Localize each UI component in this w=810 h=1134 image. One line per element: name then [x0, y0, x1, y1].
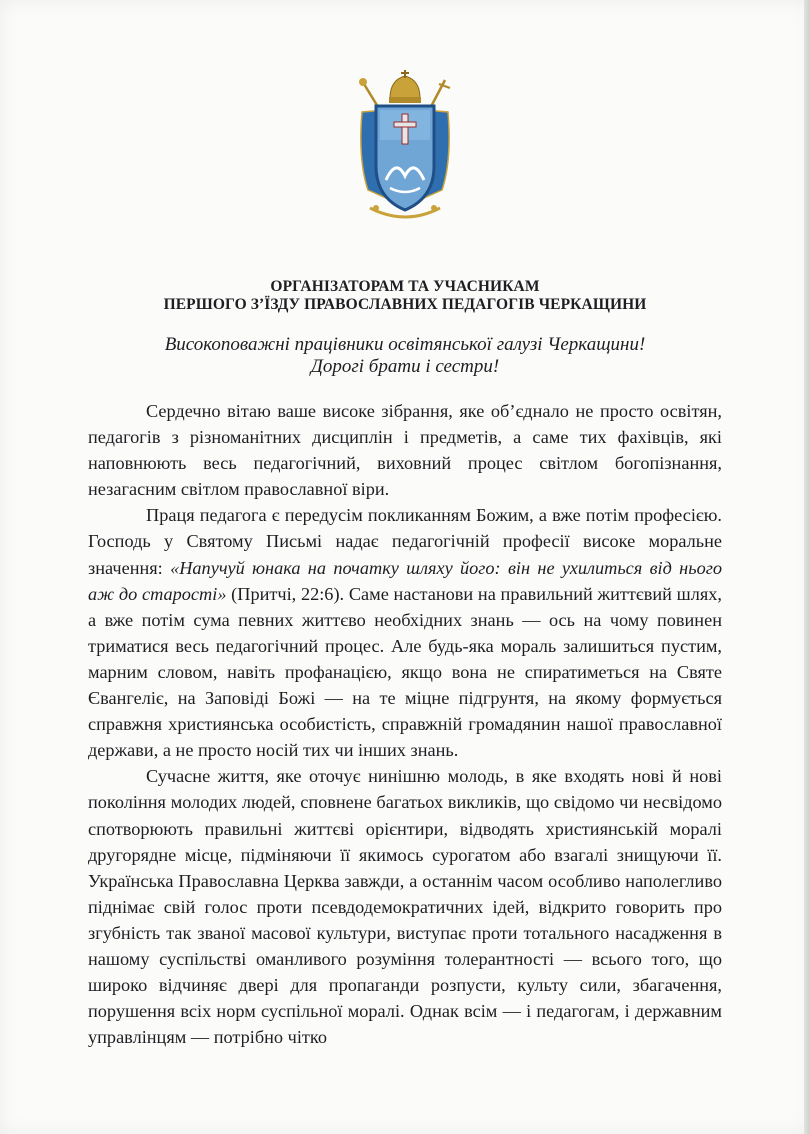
paragraph-2-text-after: (Притчі, 22:6). Саме настанови на правильний життєвий шлях, а вже потім сума певних життєво необхідних знань — ось на чому повинен триматися весь педагогічний процес. Але будь-яка мораль залишиться пустим, марним словом, навіть профанацією, якщо вона не спиратиметься на Святе Євангеліє, на Заповіді Божі — на те міцне підгрунтя, на якому формується справжня християнська особистість, справжній громадянин нашої православної держави, а не просто носій тих чи інших знань.: [88, 583, 722, 761]
letter-body: [88, 398, 722, 1050]
scripture-quote: «Напучуй юнака на початку шляху його: він не ухилиться від нього аж до старості»: [88, 557, 722, 604]
paragraph-3-text: Сучасне життя, яке оточує нинішню молодь, в яке входять нові й нові покоління молодих людей, сповнене багатьох викликів, що свідомо чи несвідомо спотворюють правильні життєві орієнтири, відводять християнській моралі другорядне місце, підміняючи її якимось сурогатом або взагалі знищуючи її. Українська Православна Церква завжди, а останнім часом особливо наполегливо піднімає свій голос проти псевдодемократичних ідей, відкрито говорить про згубність так званої масової культури, виступає проти тотального насадження в нашому суспільстві оманливого розуміння толерантності — всього того, що широко відчиняє двері для пропаганди розпусти, культу сили, збагачення, порушення всіх норм суспільної моралі. Однак всім — і педагогам, і державним управлінцям — потрібно чітко: [88, 766, 722, 1048]
coat-of-arms-icon: [346, 70, 464, 222]
paragraph-1: [88, 398, 722, 502]
heading-line-2: ПЕРШОГО З’ЇЗДУ ПРАВОСЛАВНИХ ПЕДАГОГІВ ЧЕРКАЩИНИ: [163, 296, 647, 313]
page-edge: [804, 0, 810, 1134]
paragraph-2: [88, 502, 722, 763]
paragraph-1-text: Сердечно вітаю ваше високе зібрання, яке об’єднало не просто освітян, педагогів з різноманітних дисциплін і предметів, а саме тих фахівців, які наповнюють весь педагогічний, виховний процес світлом богопізнання, незагасним світлом православної віри.: [88, 401, 722, 500]
paragraph-2-text-before: Праця педагога є передусім покликанням Божим, а вже потім професією. Господь у Святому Письмі надає педагогічній професії високе моральне значення:: [88, 505, 722, 578]
greeting-line-2: Дорогі брати і сестри!: [310, 356, 500, 377]
heading-line-1: ОРГАНІЗАТОРАМ ТА УЧАСНИКАМ: [270, 278, 540, 295]
paragraph-3: [88, 763, 722, 1050]
greeting-line-1: Високоповажні працівники освітянської галузі Черкащини!: [164, 334, 646, 355]
